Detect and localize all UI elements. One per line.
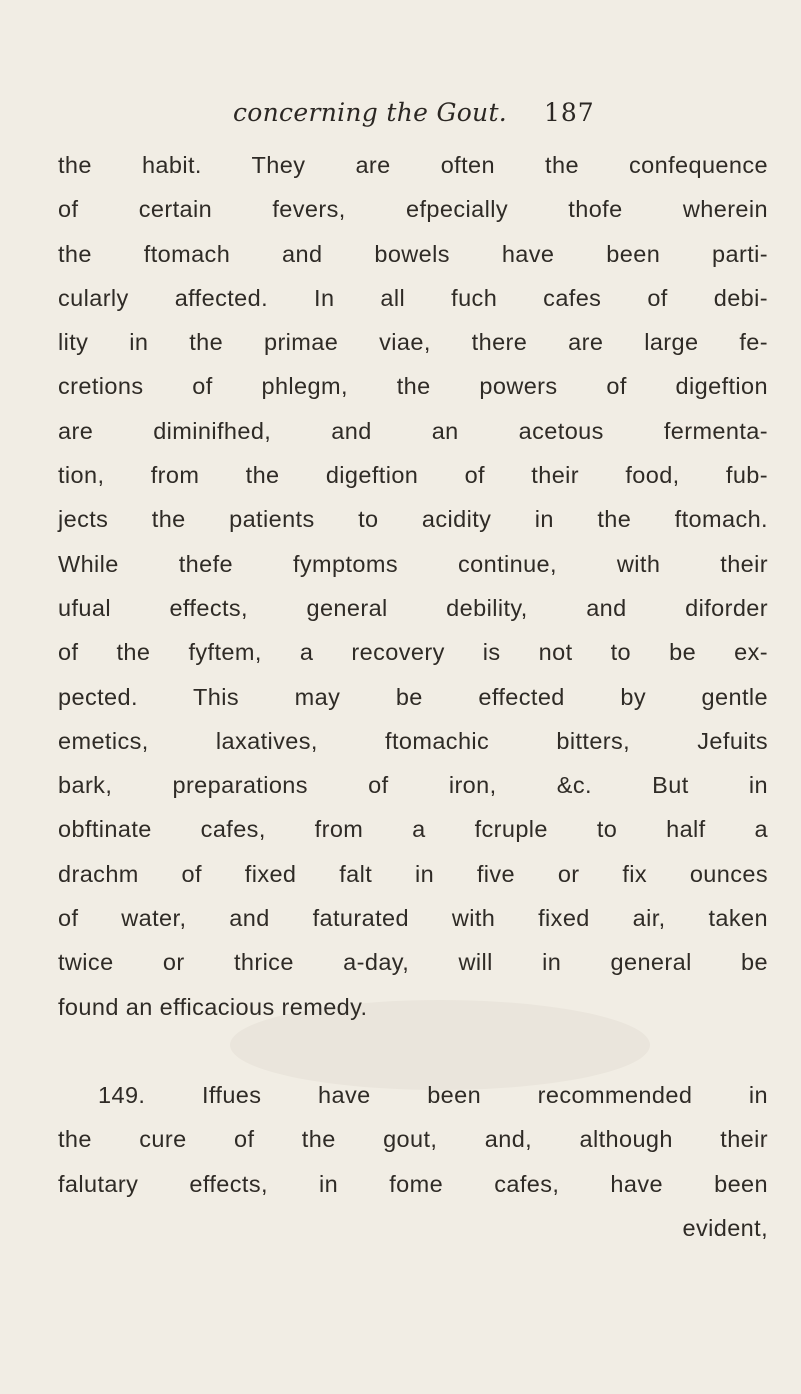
text-line: jects the patients to acidity in the ftomach.: [58, 506, 768, 533]
text-line: of certain fevers, efpecially thofe wherein: [58, 196, 768, 223]
text-line: While thefe fymptoms continue, with their: [58, 550, 768, 577]
running-head-title: concerning the Gout.: [233, 98, 508, 127]
text-line: pected. This may be effected by gentle: [58, 683, 768, 710]
text-line: bark, preparations of iron, &c. But in: [58, 772, 768, 799]
page-number: 187: [544, 98, 595, 127]
running-head: [0, 98, 801, 138]
text-line: the cure of the gout, and, although their: [58, 1126, 768, 1153]
text-line: found an efficacious remedy.: [58, 993, 368, 1020]
paragraph-149: [58, 1073, 768, 1250]
text-line: falutary effects, in fome cafes, have been: [58, 1170, 768, 1197]
text-line: ufual effects, general debility, and diforder: [58, 594, 768, 621]
text-line: cularly affected. In all fuch cafes of debi-: [58, 284, 768, 311]
catchword: evident,: [682, 1214, 768, 1241]
text-line: tion, from the digeftion of their food, fub-: [58, 462, 768, 489]
paragraph-continuation: [58, 143, 768, 1029]
text-line: of water, and faturated with fixed air, taken: [58, 905, 768, 932]
paragraph-gap: [58, 1029, 768, 1073]
text-line: the habit. They are often the confequence: [58, 152, 768, 178]
text-line: the ftomach and bowels have been parti-: [58, 240, 768, 267]
text-line: lity in the primae viae, there are large fe-: [58, 329, 768, 356]
text-line: of the fyftem, a recovery is not to be ex-: [58, 639, 768, 666]
text-line: emetics, laxatives, ftomachic bitters, Jefuits: [58, 727, 768, 754]
text-line: obftinate cafes, from a fcruple to half a: [58, 816, 768, 843]
text-line: are diminifhed, and an acetous fermenta-: [58, 417, 768, 444]
text-line: 149. Iffues have been recommended in: [98, 1081, 768, 1108]
text-line: cretions of phlegm, the powers of digeftion: [58, 373, 768, 400]
text-line: twice or thrice a-day, will in general be: [58, 949, 768, 976]
body-text: [58, 143, 768, 1250]
text-line: drachm of fixed falt in five or fix ounces: [58, 860, 768, 887]
